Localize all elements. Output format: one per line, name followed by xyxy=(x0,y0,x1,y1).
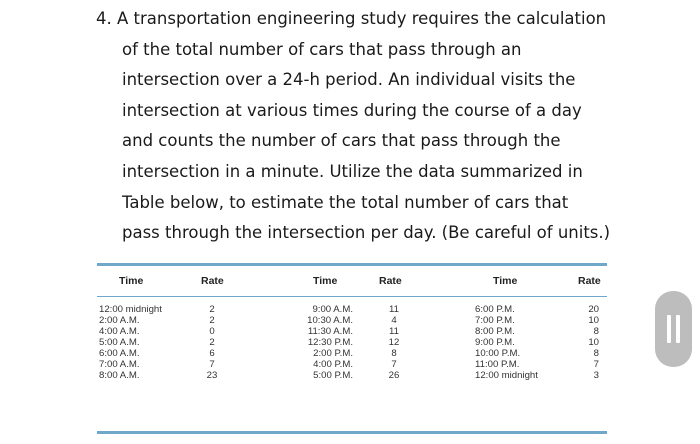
table-cell: 10:30 A.M. xyxy=(307,315,353,326)
table-cell: 9:00 A.M. xyxy=(312,304,353,315)
problem-line: pass through the intersection per day. (Be careful of units.) xyxy=(122,223,611,243)
problem-statement xyxy=(96,4,636,249)
table-cell: 12 xyxy=(388,337,400,348)
table-cell: 11 xyxy=(389,326,399,337)
table-cell: 2 xyxy=(209,315,215,326)
header-time-3: Time xyxy=(493,275,518,287)
pause-icon[interactable] xyxy=(655,291,692,367)
table-cell: 4:00 P.M. xyxy=(313,359,353,370)
col1-rates xyxy=(197,304,227,381)
table-cell: 6:00 A.M. xyxy=(99,348,140,359)
header-rate-3: Rate xyxy=(578,275,601,287)
table-cell: 8:00 A.M. xyxy=(99,370,140,381)
table-cell: 10 xyxy=(588,337,599,348)
table-cell: 23 xyxy=(206,370,218,381)
header-rate-2: Rate xyxy=(379,275,402,287)
table-cell: 2:00 P.M. xyxy=(313,348,353,359)
data-table xyxy=(97,263,607,434)
table-cell: 9:00 P.M. xyxy=(475,337,515,348)
problem-line: and counts the number of cars that pass through the xyxy=(122,131,561,151)
table-cell: 11:00 P.M. xyxy=(475,359,520,370)
table-cell: 2:00 A.M. xyxy=(99,315,140,326)
table-cell: 7 xyxy=(209,359,215,370)
table-cell: 7 xyxy=(593,359,599,370)
header-time-1: Time xyxy=(119,275,144,287)
header-time-2: Time xyxy=(313,275,338,287)
table-header-row xyxy=(97,266,607,296)
table-cell: 7:00 P.M. xyxy=(475,315,515,326)
problem-line: intersection over a 24-h period. An individual visits the xyxy=(122,70,576,90)
table-cell: 11 xyxy=(389,304,399,315)
table-cell: 3 xyxy=(593,370,599,381)
table-cell: 20 xyxy=(588,304,599,315)
table-cell: 26 xyxy=(388,370,400,381)
table-cell: 2 xyxy=(209,337,215,348)
table-cell: 8 xyxy=(593,326,599,337)
table-cell: 12:00 midnight xyxy=(475,370,538,381)
table-cell: 6 xyxy=(209,348,215,359)
table-cell: 8:00 P.M. xyxy=(475,326,515,337)
table-cell: 2 xyxy=(209,304,215,315)
problem-line: of the total number of cars that pass through an xyxy=(122,39,522,59)
table-cell: 4:00 A.M. xyxy=(99,326,140,337)
table-cell: 6:00 P.M. xyxy=(475,304,515,315)
problem-line: 4. A transportation engineering study requires the calculation xyxy=(96,9,607,28)
col2-rates xyxy=(379,304,409,381)
table-body xyxy=(97,297,607,431)
table-cell: 5:00 A.M. xyxy=(99,337,140,348)
table-cell: 7:00 A.M. xyxy=(99,359,140,370)
col3-times xyxy=(475,304,538,381)
problem-line: intersection in a minute. Utilize the data summarized in xyxy=(122,161,583,181)
table-cell: 12:30 P.M. xyxy=(307,337,353,348)
table-cell: 10:00 P.M. xyxy=(475,348,521,359)
problem-line: intersection at various times during the course of a day xyxy=(122,100,582,120)
col1-times xyxy=(99,304,162,381)
header-rate-1: Rate xyxy=(201,275,224,287)
col3-rates xyxy=(569,304,599,381)
table-cell: 4 xyxy=(391,315,397,326)
problem-line: Table below, to estimate the total number of cars that xyxy=(122,192,569,212)
table-cell: 0 xyxy=(209,326,215,337)
table-bottom-rule xyxy=(97,431,607,434)
table-cell: 12:00 midnight xyxy=(99,304,162,315)
table-cell: 8 xyxy=(391,348,397,359)
table-cell: 8 xyxy=(593,348,599,359)
table-cell: 7 xyxy=(391,359,397,370)
pause-bar xyxy=(667,315,671,343)
pause-bar xyxy=(676,315,680,343)
table-cell: 10 xyxy=(588,315,599,326)
table-cell: 11:30 A.M. xyxy=(307,326,353,337)
col2-times xyxy=(277,304,353,381)
table-cell: 5:00 P.M. xyxy=(313,370,353,381)
